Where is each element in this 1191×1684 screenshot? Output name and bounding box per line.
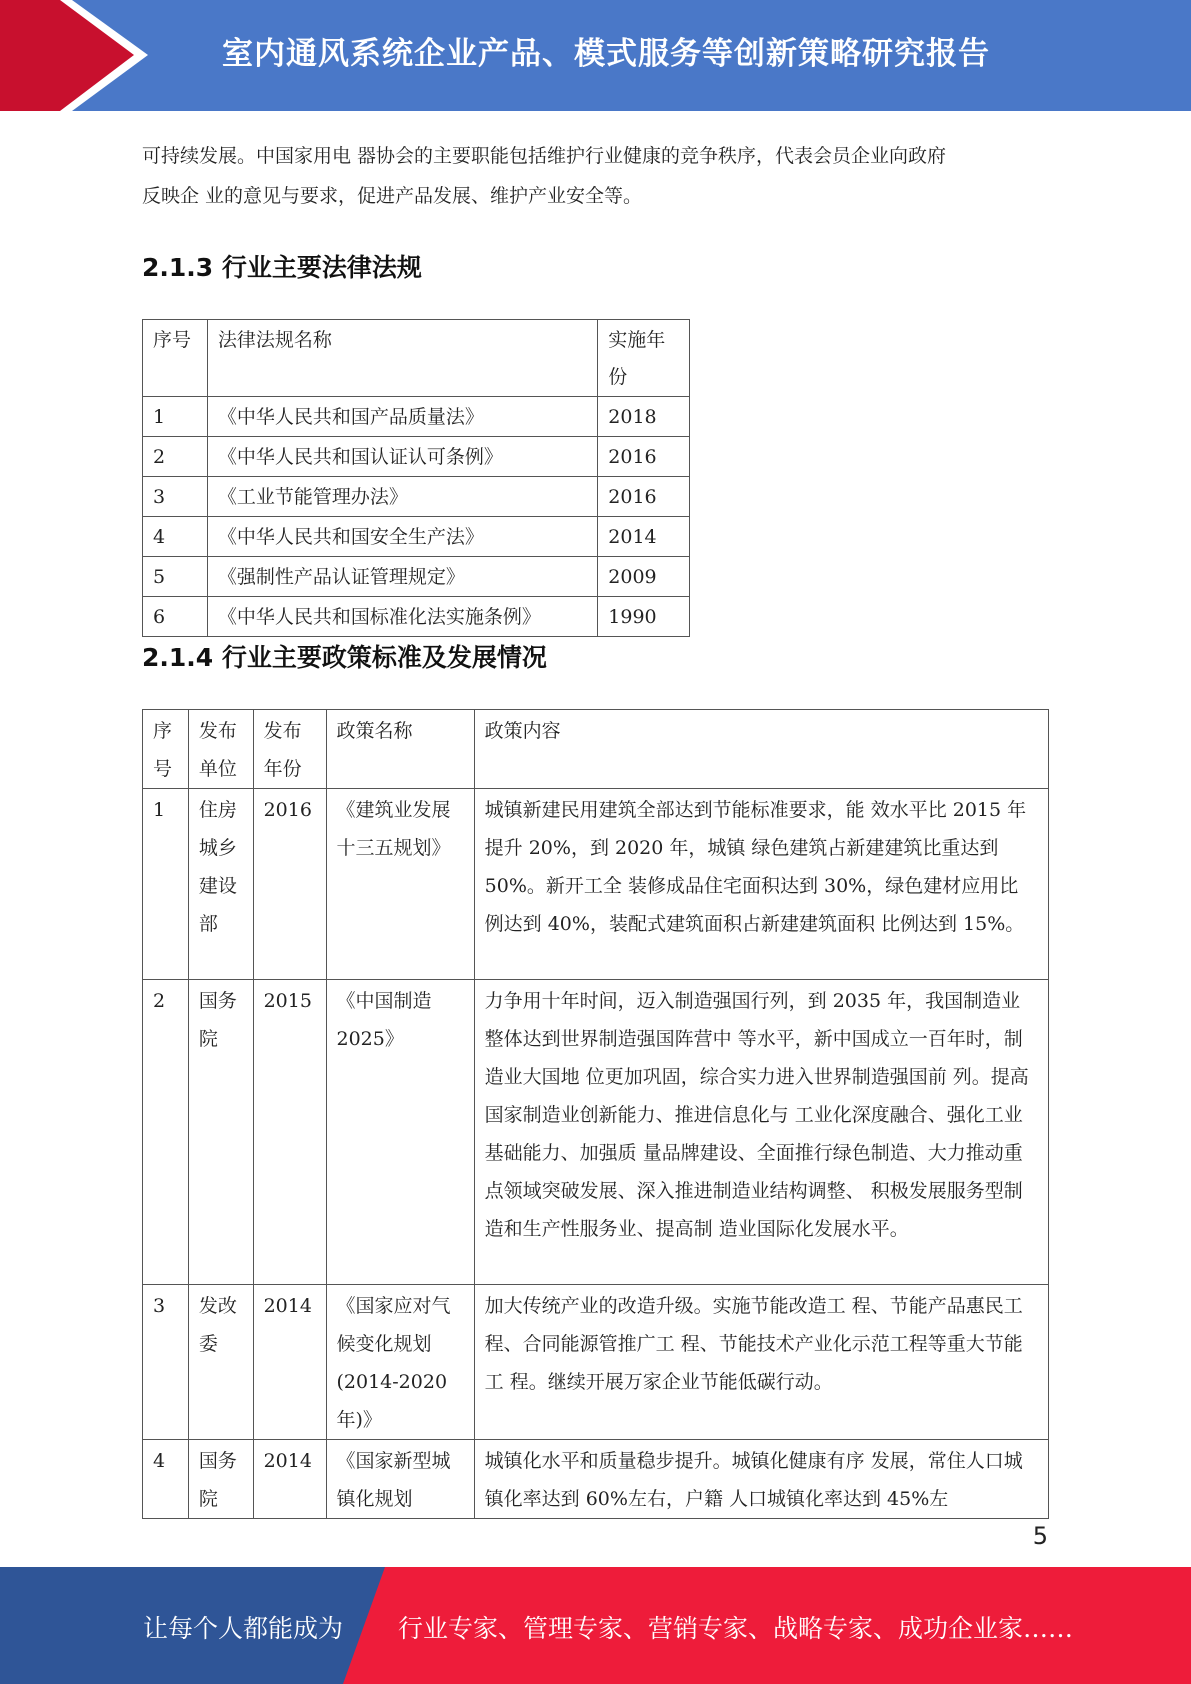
table-cell: 4 [143, 517, 208, 557]
table-cell: 2016 [253, 789, 326, 980]
table-row [143, 437, 690, 477]
table-cell: 2015 [253, 980, 326, 1285]
table-header-row [143, 320, 690, 397]
header-cell: 实施年份 [598, 320, 690, 397]
header-cell: 序号 [143, 710, 189, 789]
table-cell: 力争用十年时间，迈入制造强国行列，到 2035 年，我国制造业整体达到世界制造强国阵营中 等水平，新中国成立一百年时，制造业大国地 位更加巩固，综合实力进入世界制造强国前 列。提高国家制造业创新能力、推进信息化与 工业化深度融合、强化工业基础能力、加强质 量品牌建设、全面推行绿色制造、大力推动重 点领域突破发展、深入推进制造业结构调整、 积极发展服务型制造和生产性服务业、提高制 造业国际化发展水平。 [474, 980, 1048, 1285]
table-row [143, 477, 690, 517]
table-cell: 2 [143, 980, 189, 1285]
table-cell: 2 [143, 437, 208, 477]
table-cell: 3 [143, 477, 208, 517]
table-row [143, 1285, 1049, 1440]
table-cell: 3 [143, 1285, 189, 1440]
intro-line-1: 可持续发展。中国家用电 器协会的主要职能包括维护行业健康的竞争秩序，代表会员企业向政府 [142, 145, 947, 167]
policies-table [142, 709, 1049, 1519]
table-cell: 《中华人民共和国认证认可条例》 [207, 437, 597, 477]
header-cell: 政策内容 [474, 710, 1048, 789]
page-number: 5 [1032, 1522, 1048, 1550]
table-cell: 2014 [253, 1285, 326, 1440]
page-footer [0, 1567, 1191, 1684]
table-cell: 城镇化水平和质量稳步提升。城镇化健康有序 发展，常住人口城镇化率达到 60%左右，户籍 人口城镇化率达到 45%左 [474, 1440, 1048, 1519]
table-cell: 住房城乡建设部 [188, 789, 253, 980]
table-header-row [143, 710, 1049, 789]
section-title-policies: 2.1.4 行业主要政策标准及发展情况 [142, 643, 547, 672]
table-cell: 5 [143, 557, 208, 597]
table-row [143, 1440, 1049, 1519]
header-cell: 发布年份 [253, 710, 326, 789]
table-cell: 发改委 [188, 1285, 253, 1440]
table-cell: 2014 [598, 517, 690, 557]
table-row [143, 517, 690, 557]
page-header [0, 0, 1191, 111]
table-cell: 《中华人民共和国产品质量法》 [207, 397, 597, 437]
table-cell: 《中国制造 2025》 [326, 980, 474, 1285]
table-cell: 《工业节能管理办法》 [207, 477, 597, 517]
table-cell: 《国家新型城镇化规划 [326, 1440, 474, 1519]
table-cell: 1990 [598, 597, 690, 637]
header-cell: 政策名称 [326, 710, 474, 789]
table-cell: 4 [143, 1440, 189, 1519]
table-cell: 国务院 [188, 1440, 253, 1519]
report-title: 室内通风系统企业产品、模式服务等创新策略研究报告 [222, 36, 990, 72]
table-cell: 《中华人民共和国标准化法实施条例》 [207, 597, 597, 637]
header-cell: 序号 [143, 320, 208, 397]
table-row [143, 789, 1049, 980]
table-cell: 6 [143, 597, 208, 637]
footer-slogan-right: 行业专家、管理专家、营销专家、战略专家、成功企业家…… [398, 1614, 1074, 1643]
table-row [143, 397, 690, 437]
table-cell: 《强制性产品认证管理规定》 [207, 557, 597, 597]
table-row [143, 557, 690, 597]
table-cell: 1 [143, 789, 189, 980]
footer-slogan-left: 让每个人都能成为 [143, 1614, 344, 1643]
table-cell: 2018 [598, 397, 690, 437]
intro-paragraph [142, 136, 1042, 216]
table-row [143, 980, 1049, 1285]
table-cell: 2009 [598, 557, 690, 597]
table-cell: 《建筑业发展十三五规划》 [326, 789, 474, 980]
table-cell: 2016 [598, 437, 690, 477]
table-cell: 加大传统产业的改造升级。实施节能改造工 程、节能产品惠民工程、合同能源管推广工 程、节能技术产业化示范工程等重大节能工 程。继续开展万家企业节能低碳行动。 [474, 1285, 1048, 1440]
header-cell: 发布单位 [188, 710, 253, 789]
table-cell: 2016 [598, 477, 690, 517]
section-title-laws: 2.1.3 行业主要法律法规 [142, 253, 422, 282]
table-cell: 《国家应对气候变化规划 (2014-2020 年)》 [326, 1285, 474, 1440]
table-cell: 国务院 [188, 980, 253, 1285]
intro-line-2: 反映企 业的意见与要求，促进产品发展、维护产业安全等。 [142, 185, 643, 207]
table-cell: 2014 [253, 1440, 326, 1519]
table-cell: 城镇新建民用建筑全部达到节能标准要求，能 效水平比 2015 年提升 20%，到 2020 年，城镇 绿色建筑占新建建筑比重达到 50%。新开工全 装修成品住宅面积达到 30%，绿色建材应用比 例达到 40%，装配式建筑面积占新建建筑面积 比例达到 15%。 [474, 789, 1048, 980]
table-cell: 1 [143, 397, 208, 437]
table-row [143, 597, 690, 637]
table-cell: 《中华人民共和国安全生产法》 [207, 517, 597, 557]
header-cell: 法律法规名称 [207, 320, 597, 397]
laws-table [142, 319, 690, 637]
